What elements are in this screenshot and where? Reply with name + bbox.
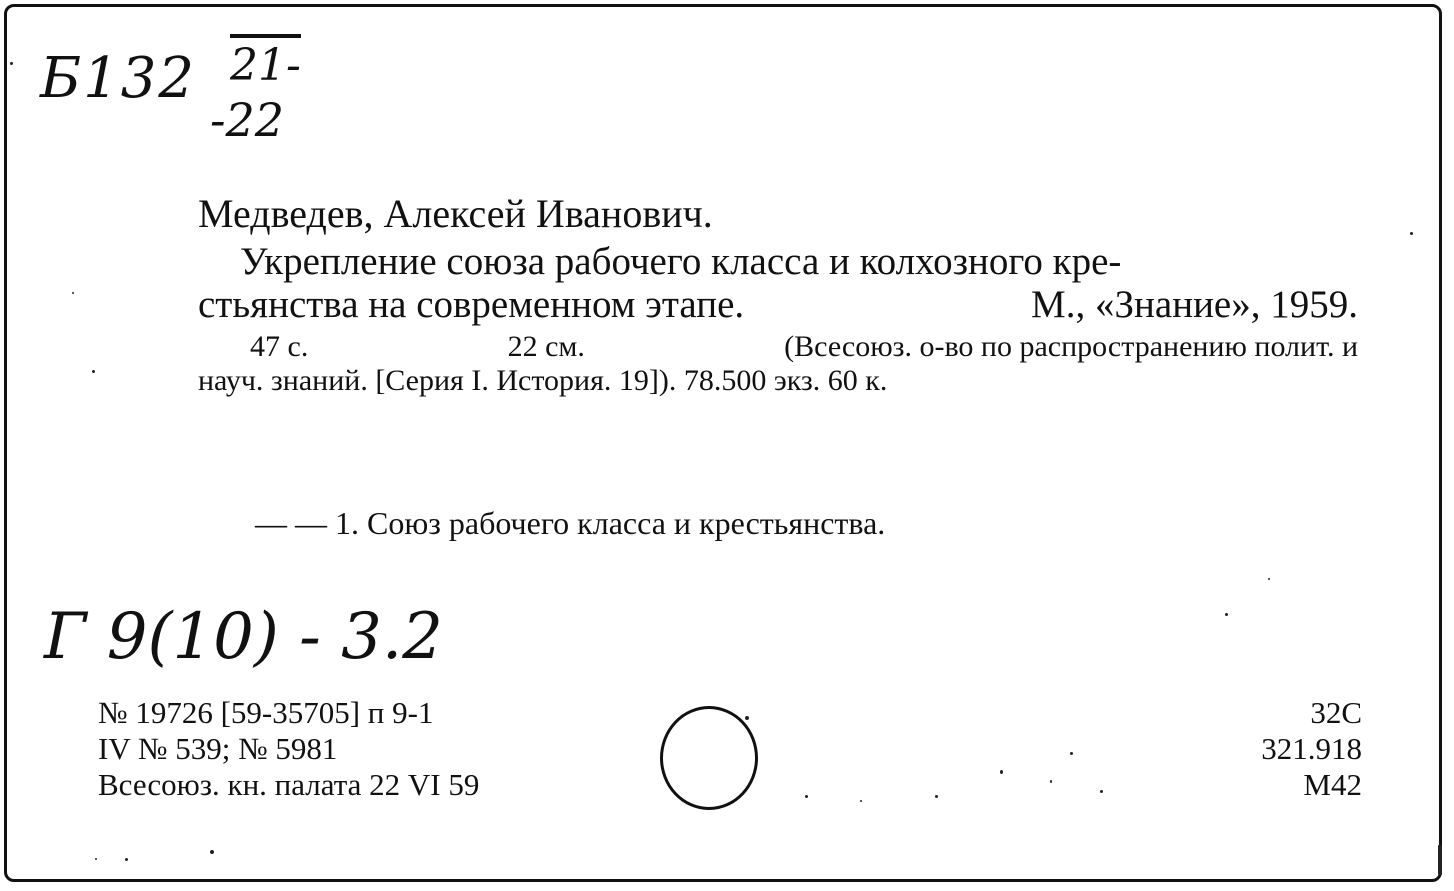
subject-heading: — — 1. Союз рабочего класса и крестьянства.	[255, 505, 886, 541]
speck	[1050, 780, 1052, 783]
code-line-3: М42	[1303, 767, 1362, 802]
speck	[1000, 770, 1003, 774]
speck	[1438, 845, 1442, 875]
speck	[210, 850, 214, 854]
page-count: 47 с.	[250, 330, 309, 363]
collation-line-1	[198, 330, 1358, 364]
speck	[860, 800, 862, 802]
shelf-mark-number-top: 21-	[230, 34, 301, 91]
registry-line-3: Всесоюз. кн. палата 22 VI 59	[98, 767, 480, 802]
series-note-start: (Всесоюз. о-во по распространению полит. и	[784, 330, 1358, 363]
speck	[935, 795, 938, 798]
speck	[125, 858, 128, 861]
speck	[1100, 790, 1103, 793]
speck	[1268, 578, 1270, 580]
title-line-2	[198, 283, 1358, 326]
book-size: 22 см.	[507, 330, 585, 363]
classification-codes	[1261, 695, 1362, 803]
speck	[1070, 752, 1073, 755]
speck	[92, 370, 95, 373]
speck	[10, 62, 13, 65]
book-title	[198, 240, 1358, 326]
speck	[1410, 232, 1413, 235]
speck	[745, 716, 749, 720]
speck	[1225, 613, 1228, 616]
speck	[95, 858, 97, 860]
author-heading: Медведев, Алексей Иванович.	[198, 191, 713, 236]
classmark: Г 9(10) - 3.2	[44, 600, 443, 674]
registry-line-1: № 19726 [59-35705] п 9-1	[98, 695, 434, 730]
shelf-mark-prefix: Б132	[40, 46, 197, 111]
collation	[198, 330, 1358, 398]
title-line-1: Укрепление союза рабочего класса и колхозного кре-	[240, 240, 1122, 283]
shelf-mark-number-bottom: -22	[210, 93, 285, 147]
title-continuation: стьянства на современном этапе.	[198, 283, 745, 326]
registry-info	[98, 695, 479, 803]
registry-line-2: IV № 539; № 5981	[98, 731, 338, 766]
speck	[805, 795, 808, 798]
code-line-2: 321.918	[1261, 731, 1362, 766]
collation-line-2: науч. знаний. [Серия I. История. 19]). 78.500 экз. 60 к.	[198, 364, 888, 397]
speck	[72, 292, 74, 294]
imprint: М., «Знание», 1959.	[1031, 283, 1358, 326]
stamp-circle-icon	[660, 706, 758, 810]
code-line-1: 32С	[1310, 695, 1362, 730]
